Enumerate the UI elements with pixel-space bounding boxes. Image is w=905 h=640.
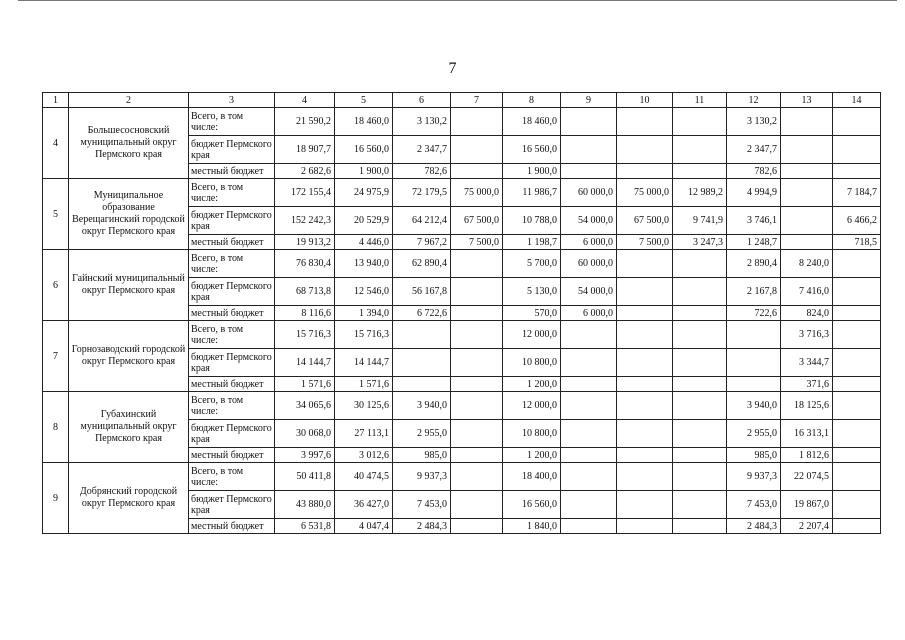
funding-source: Всего, в том числе: bbox=[189, 392, 275, 420]
amount-cell: 985,0 bbox=[393, 448, 451, 463]
column-header: 8 bbox=[503, 93, 561, 108]
table-row bbox=[43, 250, 881, 278]
amount-cell bbox=[451, 349, 503, 377]
amount-cell: 2 484,3 bbox=[393, 519, 451, 534]
page-number: 7 bbox=[448, 60, 457, 77]
amount-cell bbox=[561, 491, 617, 519]
amount-cell: 18 400,0 bbox=[503, 463, 561, 491]
amount-cell: 8 116,6 bbox=[275, 306, 335, 321]
amount-cell: 30 125,6 bbox=[335, 392, 393, 420]
amount-cell bbox=[781, 108, 833, 136]
amount-cell: 371,6 bbox=[781, 377, 833, 392]
funding-source: бюджет Пермского края bbox=[189, 278, 275, 306]
amount-cell: 54 000,0 bbox=[561, 207, 617, 235]
amount-cell bbox=[727, 321, 781, 349]
amount-cell: 1 200,0 bbox=[503, 377, 561, 392]
amount-cell bbox=[561, 321, 617, 349]
amount-cell bbox=[833, 278, 881, 306]
amount-cell: 9 937,3 bbox=[727, 463, 781, 491]
amount-cell bbox=[673, 392, 727, 420]
amount-cell: 20 529,9 bbox=[335, 207, 393, 235]
municipality-name: Большесосновский муниципальный округ Пермского края bbox=[69, 108, 189, 179]
amount-cell: 3 344,7 bbox=[781, 349, 833, 377]
amount-cell bbox=[781, 136, 833, 164]
amount-cell: 4 994,9 bbox=[727, 179, 781, 207]
funding-source: местный бюджет bbox=[189, 519, 275, 534]
amount-cell: 12 000,0 bbox=[503, 321, 561, 349]
amount-cell bbox=[451, 392, 503, 420]
amount-cell: 1 198,7 bbox=[503, 235, 561, 250]
amount-cell bbox=[833, 164, 881, 179]
amount-cell: 6 722,6 bbox=[393, 306, 451, 321]
amount-cell: 3 940,0 bbox=[393, 392, 451, 420]
funding-source: Всего, в том числе: bbox=[189, 179, 275, 207]
amount-cell: 18 907,7 bbox=[275, 136, 335, 164]
amount-cell: 18 460,0 bbox=[335, 108, 393, 136]
amount-cell bbox=[617, 448, 673, 463]
amount-cell: 2 682,6 bbox=[275, 164, 335, 179]
amount-cell: 1 900,0 bbox=[335, 164, 393, 179]
amount-cell: 7 500,0 bbox=[451, 235, 503, 250]
amount-cell bbox=[673, 349, 727, 377]
amount-cell bbox=[451, 463, 503, 491]
amount-cell: 570,0 bbox=[503, 306, 561, 321]
amount-cell: 12 000,0 bbox=[503, 392, 561, 420]
amount-cell bbox=[617, 164, 673, 179]
amount-cell bbox=[833, 136, 881, 164]
amount-cell bbox=[673, 491, 727, 519]
municipality-name: Горнозаводский городской округ Пермского края bbox=[69, 321, 189, 392]
amount-cell bbox=[673, 136, 727, 164]
amount-cell bbox=[833, 519, 881, 534]
table-row bbox=[43, 321, 881, 349]
amount-cell: 16 560,0 bbox=[335, 136, 393, 164]
amount-cell: 3 940,0 bbox=[727, 392, 781, 420]
funding-source: бюджет Пермского края bbox=[189, 136, 275, 164]
amount-cell: 1 840,0 bbox=[503, 519, 561, 534]
funding-source: бюджет Пермского края bbox=[189, 420, 275, 448]
table-body bbox=[43, 108, 881, 534]
amount-cell: 7 500,0 bbox=[617, 235, 673, 250]
amount-cell: 19 867,0 bbox=[781, 491, 833, 519]
amount-cell bbox=[673, 306, 727, 321]
funding-source: Всего, в том числе: bbox=[189, 463, 275, 491]
column-header: 7 bbox=[451, 93, 503, 108]
amount-cell: 1 571,6 bbox=[335, 377, 393, 392]
amount-cell: 14 144,7 bbox=[335, 349, 393, 377]
amount-cell: 62 890,4 bbox=[393, 250, 451, 278]
amount-cell: 16 313,1 bbox=[781, 420, 833, 448]
page-top-rule bbox=[18, 0, 897, 1]
amount-cell bbox=[617, 420, 673, 448]
amount-cell: 34 065,6 bbox=[275, 392, 335, 420]
amount-cell bbox=[451, 108, 503, 136]
amount-cell bbox=[833, 321, 881, 349]
amount-cell bbox=[617, 519, 673, 534]
amount-cell: 10 788,0 bbox=[503, 207, 561, 235]
row-number: 7 bbox=[43, 321, 69, 392]
amount-cell: 4 446,0 bbox=[335, 235, 393, 250]
amount-cell bbox=[617, 491, 673, 519]
amount-cell: 3 997,6 bbox=[275, 448, 335, 463]
amount-cell bbox=[393, 349, 451, 377]
amount-cell bbox=[617, 463, 673, 491]
amount-cell bbox=[673, 108, 727, 136]
amount-cell: 2 347,7 bbox=[393, 136, 451, 164]
amount-cell bbox=[673, 321, 727, 349]
amount-cell: 10 800,0 bbox=[503, 420, 561, 448]
amount-cell: 6 000,0 bbox=[561, 306, 617, 321]
amount-cell: 7 967,2 bbox=[393, 235, 451, 250]
amount-cell: 6 000,0 bbox=[561, 235, 617, 250]
amount-cell: 60 000,0 bbox=[561, 250, 617, 278]
row-number: 6 bbox=[43, 250, 69, 321]
amount-cell: 3 130,2 bbox=[727, 108, 781, 136]
amount-cell: 9 741,9 bbox=[673, 207, 727, 235]
amount-cell bbox=[673, 164, 727, 179]
header-row bbox=[43, 93, 881, 108]
amount-cell bbox=[673, 250, 727, 278]
amount-cell: 3 012,6 bbox=[335, 448, 393, 463]
amount-cell: 12 546,0 bbox=[335, 278, 393, 306]
amount-cell: 2 167,8 bbox=[727, 278, 781, 306]
amount-cell bbox=[673, 278, 727, 306]
amount-cell bbox=[833, 250, 881, 278]
column-header: 14 bbox=[833, 93, 881, 108]
amount-cell bbox=[781, 179, 833, 207]
amount-cell bbox=[617, 108, 673, 136]
amount-cell: 7 453,0 bbox=[393, 491, 451, 519]
amount-cell bbox=[451, 420, 503, 448]
amount-cell: 21 590,2 bbox=[275, 108, 335, 136]
amount-cell: 782,6 bbox=[727, 164, 781, 179]
amount-cell bbox=[781, 235, 833, 250]
amount-cell: 18 460,0 bbox=[503, 108, 561, 136]
amount-cell: 1 571,6 bbox=[275, 377, 335, 392]
amount-cell: 22 074,5 bbox=[781, 463, 833, 491]
amount-cell bbox=[561, 392, 617, 420]
amount-cell: 30 068,0 bbox=[275, 420, 335, 448]
amount-cell bbox=[561, 420, 617, 448]
amount-cell: 16 560,0 bbox=[503, 491, 561, 519]
funding-source: Всего, в том числе: bbox=[189, 321, 275, 349]
amount-cell: 5 130,0 bbox=[503, 278, 561, 306]
amount-cell: 172 155,4 bbox=[275, 179, 335, 207]
amount-cell bbox=[617, 392, 673, 420]
column-header: 10 bbox=[617, 93, 673, 108]
amount-cell: 75 000,0 bbox=[451, 179, 503, 207]
amount-cell: 1 900,0 bbox=[503, 164, 561, 179]
municipality-name: Добрянский городской округ Пермского края bbox=[69, 463, 189, 534]
amount-cell bbox=[561, 463, 617, 491]
column-header: 11 bbox=[673, 93, 727, 108]
amount-cell bbox=[833, 448, 881, 463]
amount-cell bbox=[393, 321, 451, 349]
amount-cell: 67 500,0 bbox=[451, 207, 503, 235]
amount-cell: 1 200,0 bbox=[503, 448, 561, 463]
amount-cell bbox=[451, 136, 503, 164]
amount-cell bbox=[673, 420, 727, 448]
row-number: 5 bbox=[43, 179, 69, 250]
amount-cell: 16 560,0 bbox=[503, 136, 561, 164]
amount-cell bbox=[561, 164, 617, 179]
funding-source: Всего, в том числе: bbox=[189, 250, 275, 278]
amount-cell: 1 394,0 bbox=[335, 306, 393, 321]
municipality-name: Гайнский муниципальный округ Пермского края bbox=[69, 250, 189, 321]
amount-cell bbox=[617, 349, 673, 377]
amount-cell bbox=[781, 207, 833, 235]
amount-cell: 2 955,0 bbox=[727, 420, 781, 448]
amount-cell bbox=[561, 108, 617, 136]
amount-cell: 5 700,0 bbox=[503, 250, 561, 278]
amount-cell: 9 937,3 bbox=[393, 463, 451, 491]
amount-cell: 24 975,9 bbox=[335, 179, 393, 207]
amount-cell: 10 800,0 bbox=[503, 349, 561, 377]
municipality-name: Муниципальное образование Верещагинский городской округ Пермского края bbox=[69, 179, 189, 250]
amount-cell: 1 248,7 bbox=[727, 235, 781, 250]
amount-cell bbox=[833, 392, 881, 420]
amount-cell: 6 466,2 bbox=[833, 207, 881, 235]
row-number: 4 bbox=[43, 108, 69, 179]
amount-cell: 1 812,6 bbox=[781, 448, 833, 463]
table-row bbox=[43, 108, 881, 136]
amount-cell: 50 411,8 bbox=[275, 463, 335, 491]
amount-cell bbox=[833, 463, 881, 491]
amount-cell bbox=[451, 321, 503, 349]
amount-cell: 8 240,0 bbox=[781, 250, 833, 278]
amount-cell: 824,0 bbox=[781, 306, 833, 321]
column-header: 12 bbox=[727, 93, 781, 108]
amount-cell bbox=[561, 519, 617, 534]
amount-cell bbox=[451, 491, 503, 519]
column-header: 9 bbox=[561, 93, 617, 108]
funding-source: местный бюджет bbox=[189, 235, 275, 250]
amount-cell bbox=[673, 448, 727, 463]
amount-cell bbox=[451, 448, 503, 463]
amount-cell: 54 000,0 bbox=[561, 278, 617, 306]
amount-cell: 985,0 bbox=[727, 448, 781, 463]
amount-cell: 152 242,3 bbox=[275, 207, 335, 235]
amount-cell bbox=[673, 519, 727, 534]
amount-cell: 75 000,0 bbox=[617, 179, 673, 207]
amount-cell: 3 130,2 bbox=[393, 108, 451, 136]
amount-cell: 43 880,0 bbox=[275, 491, 335, 519]
amount-cell: 72 179,5 bbox=[393, 179, 451, 207]
municipality-name: Губахинский муниципальный округ Пермского края bbox=[69, 392, 189, 463]
amount-cell bbox=[617, 278, 673, 306]
amount-cell: 718,5 bbox=[833, 235, 881, 250]
amount-cell: 7 453,0 bbox=[727, 491, 781, 519]
funding-source: Всего, в том числе: bbox=[189, 108, 275, 136]
amount-cell: 722,6 bbox=[727, 306, 781, 321]
amount-cell: 76 830,4 bbox=[275, 250, 335, 278]
amount-cell bbox=[833, 349, 881, 377]
funding-source: бюджет Пермского края bbox=[189, 207, 275, 235]
amount-cell: 2 347,7 bbox=[727, 136, 781, 164]
amount-cell bbox=[833, 306, 881, 321]
amount-cell: 6 531,8 bbox=[275, 519, 335, 534]
amount-cell: 2 955,0 bbox=[393, 420, 451, 448]
amount-cell bbox=[617, 377, 673, 392]
amount-cell bbox=[451, 250, 503, 278]
amount-cell bbox=[451, 306, 503, 321]
amount-cell: 64 212,4 bbox=[393, 207, 451, 235]
budget-table bbox=[42, 92, 881, 534]
amount-cell bbox=[673, 377, 727, 392]
amount-cell: 13 940,0 bbox=[335, 250, 393, 278]
column-header: 4 bbox=[275, 93, 335, 108]
row-number: 9 bbox=[43, 463, 69, 534]
funding-source: местный бюджет bbox=[189, 306, 275, 321]
amount-cell bbox=[561, 349, 617, 377]
funding-source: местный бюджет bbox=[189, 377, 275, 392]
amount-cell bbox=[617, 136, 673, 164]
amount-cell: 7 416,0 bbox=[781, 278, 833, 306]
amount-cell: 67 500,0 bbox=[617, 207, 673, 235]
amount-cell: 18 125,6 bbox=[781, 392, 833, 420]
amount-cell: 15 716,3 bbox=[335, 321, 393, 349]
amount-cell bbox=[393, 377, 451, 392]
amount-cell: 14 144,7 bbox=[275, 349, 335, 377]
amount-cell: 2 207,4 bbox=[781, 519, 833, 534]
amount-cell: 19 913,2 bbox=[275, 235, 335, 250]
amount-cell bbox=[833, 420, 881, 448]
column-header: 3 bbox=[189, 93, 275, 108]
column-header: 5 bbox=[335, 93, 393, 108]
column-header: 13 bbox=[781, 93, 833, 108]
amount-cell: 60 000,0 bbox=[561, 179, 617, 207]
amount-cell bbox=[833, 108, 881, 136]
funding-source: местный бюджет bbox=[189, 164, 275, 179]
column-header: 1 bbox=[43, 93, 69, 108]
amount-cell bbox=[617, 306, 673, 321]
amount-cell bbox=[781, 164, 833, 179]
amount-cell: 11 986,7 bbox=[503, 179, 561, 207]
amount-cell bbox=[727, 349, 781, 377]
amount-cell: 782,6 bbox=[393, 164, 451, 179]
amount-cell bbox=[727, 377, 781, 392]
column-header: 6 bbox=[393, 93, 451, 108]
amount-cell: 2 890,4 bbox=[727, 250, 781, 278]
amount-cell bbox=[673, 463, 727, 491]
amount-cell bbox=[833, 377, 881, 392]
amount-cell: 36 427,0 bbox=[335, 491, 393, 519]
amount-cell: 4 047,4 bbox=[335, 519, 393, 534]
column-header: 2 bbox=[69, 93, 189, 108]
amount-cell: 56 167,8 bbox=[393, 278, 451, 306]
amount-cell bbox=[451, 164, 503, 179]
amount-cell bbox=[561, 136, 617, 164]
row-number: 8 bbox=[43, 392, 69, 463]
amount-cell: 3 746,1 bbox=[727, 207, 781, 235]
amount-cell: 3 247,3 bbox=[673, 235, 727, 250]
amount-cell: 15 716,3 bbox=[275, 321, 335, 349]
amount-cell bbox=[833, 491, 881, 519]
amount-cell: 27 113,1 bbox=[335, 420, 393, 448]
amount-cell bbox=[451, 278, 503, 306]
amount-cell bbox=[451, 519, 503, 534]
amount-cell: 7 184,7 bbox=[833, 179, 881, 207]
table-row bbox=[43, 179, 881, 207]
amount-cell: 2 484,3 bbox=[727, 519, 781, 534]
amount-cell bbox=[451, 377, 503, 392]
funding-source: бюджет Пермского края bbox=[189, 491, 275, 519]
table-row bbox=[43, 392, 881, 420]
amount-cell bbox=[617, 250, 673, 278]
amount-cell: 40 474,5 bbox=[335, 463, 393, 491]
amount-cell: 3 716,3 bbox=[781, 321, 833, 349]
amount-cell bbox=[561, 377, 617, 392]
amount-cell: 12 989,2 bbox=[673, 179, 727, 207]
table-row bbox=[43, 463, 881, 491]
funding-source: местный бюджет bbox=[189, 448, 275, 463]
funding-source: бюджет Пермского края bbox=[189, 349, 275, 377]
amount-cell bbox=[561, 448, 617, 463]
amount-cell bbox=[617, 321, 673, 349]
amount-cell: 68 713,8 bbox=[275, 278, 335, 306]
